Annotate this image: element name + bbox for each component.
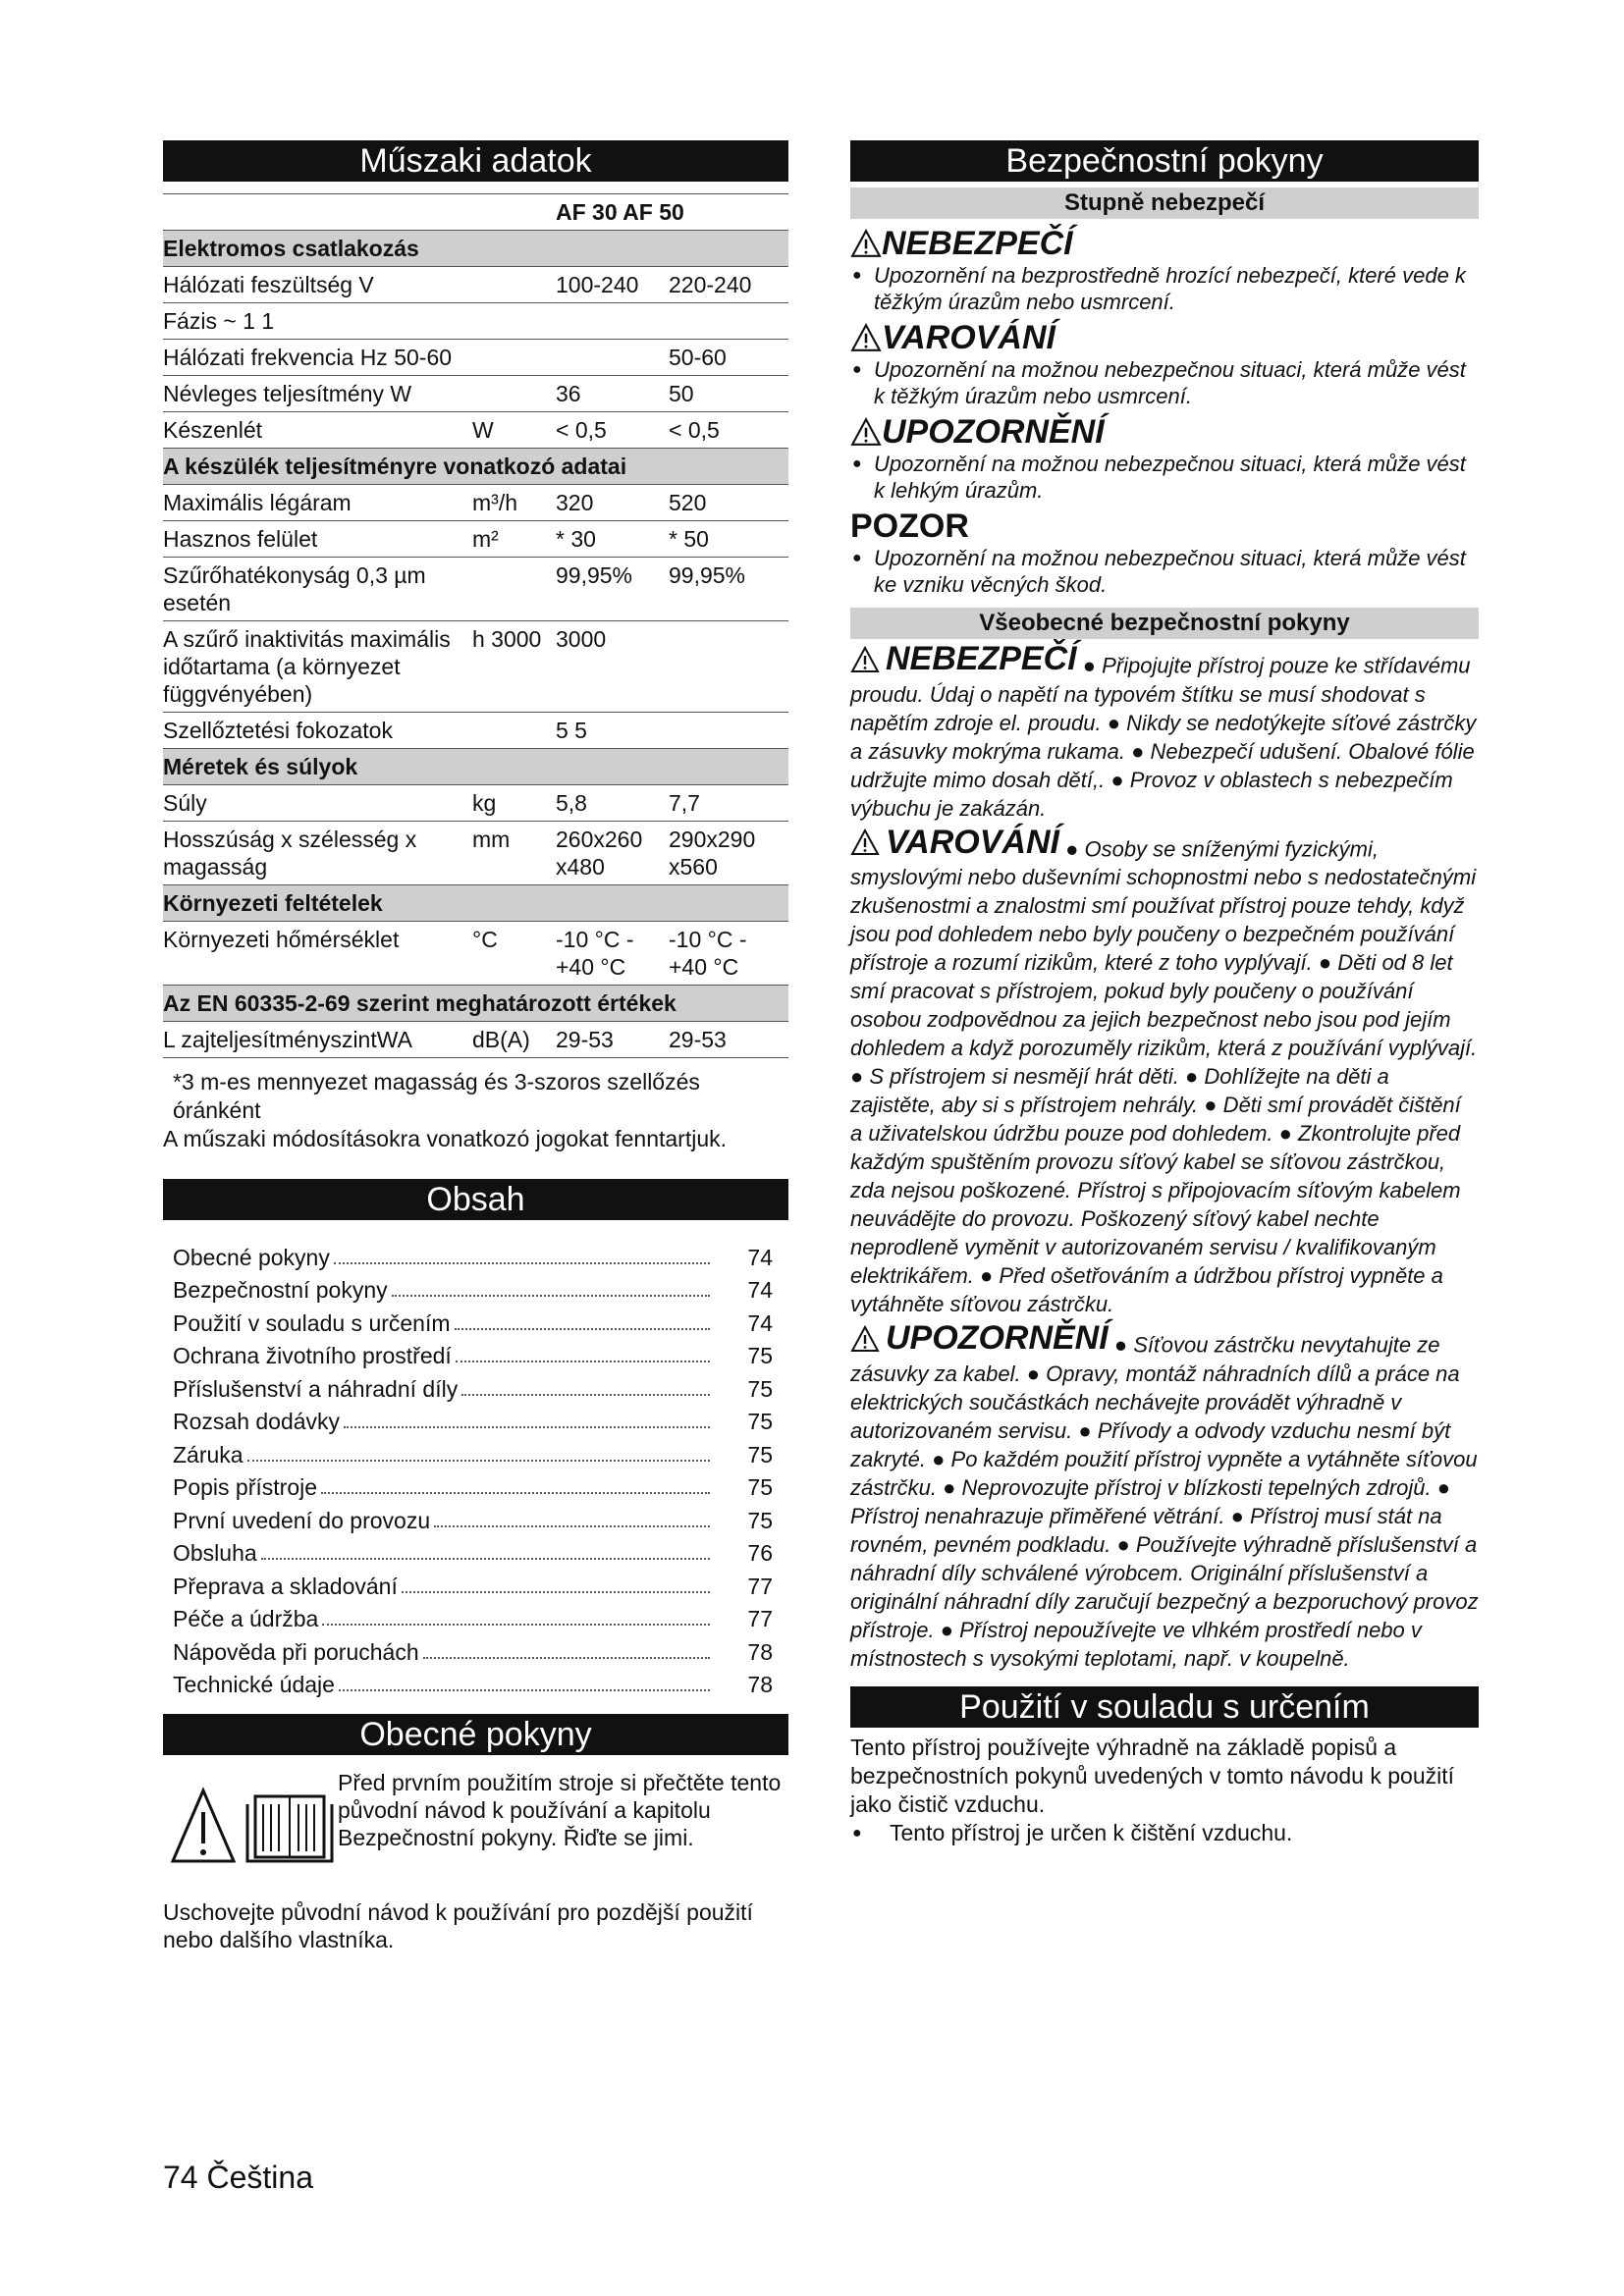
page-footer: 74 Čeština (163, 2160, 313, 2195)
table-row (163, 303, 788, 340)
table-row (163, 785, 788, 822)
toc-item-page: 75 (747, 1507, 773, 1533)
intended-use-text: Tento přístroj používejte výhradně na základě popisů a bezpečnostních pokynů uvedených v tomto návodu k použití jako čistič vzduchu. (850, 1734, 1455, 1817)
table-group-row (163, 449, 788, 485)
table-cell: 520 (669, 485, 788, 521)
table-cell: -10 °C - +40 °C (669, 922, 788, 986)
hazard-levels (850, 225, 1479, 598)
table-cell: Hálózati feszültség V (163, 267, 472, 303)
group-label: Elektromos csatlakozás (163, 231, 788, 267)
table-cell: Hálózati frekvencia Hz 50-60 (163, 340, 472, 376)
toc-item (163, 1403, 788, 1436)
safety-level-label: UPOZORNĚNÍ (886, 1319, 1109, 1357)
toc-leader-dots (344, 1426, 710, 1428)
table-cell: < 0,5 (556, 412, 669, 449)
toc-item-title: Ochrana životního prostředí (173, 1343, 452, 1368)
toc-leader-dots (455, 1328, 710, 1330)
table-group-row (163, 231, 788, 267)
toc-item-title: Příslušenství a náhradní díly (173, 1375, 459, 1402)
toc-item (163, 1369, 788, 1403)
safety-heading: Bezpečnostní pokyny (850, 140, 1479, 182)
toc-item (163, 1468, 788, 1502)
group-label: Méretek és súlyok (163, 749, 788, 785)
table-cell (556, 303, 669, 340)
table-cell: 3000 (556, 621, 669, 713)
toc-item-page: 74 (747, 1244, 773, 1270)
table-cell: 5 5 (556, 713, 669, 749)
table-cell: Szűrőhatékonyság 0,3 µm esetén (163, 558, 472, 621)
safety-paragraph (850, 1319, 1479, 1673)
general-safety-subheading: Všeobecné bezpečnostní pokyny (850, 608, 1479, 639)
toc-item-title: Nápověda při poruchách (173, 1638, 419, 1665)
table-cell: 50-60 (669, 340, 788, 376)
table-row (163, 621, 788, 713)
hazard-level-description: ● Upozornění na možnou nebezpečnou situaci, která může vést k lehkým úrazům. (850, 451, 1479, 504)
toc-item-page: 76 (747, 1540, 773, 1566)
toc-item-title: Technické údaje (173, 1672, 335, 1697)
hazard-level (850, 413, 1479, 504)
table-cell: Hosszúság x szélesség x magasság (163, 822, 472, 885)
table-cell: 5,8 (556, 785, 669, 822)
group-label: Környezeti feltételek (163, 885, 788, 922)
toc-item (163, 1567, 788, 1600)
toc-leader-dots (261, 1558, 710, 1560)
toc-item (163, 1501, 788, 1534)
table-cell (669, 713, 788, 749)
toc-leader-dots (402, 1591, 710, 1593)
toc-item-page: 78 (747, 1638, 773, 1665)
safety-paragraph (850, 640, 1479, 823)
toc-item-title: Popis přístroje (173, 1474, 318, 1500)
toc-leader-dots (423, 1657, 710, 1659)
toc-item-title: Obecné pokyny (173, 1244, 330, 1270)
table-cell: * 50 (669, 521, 788, 558)
table-cell: 29-53 (556, 1022, 669, 1058)
general-safety-blocks (850, 640, 1479, 1673)
toc-leader-dots (392, 1295, 710, 1297)
warning-triangle-icon (850, 646, 880, 673)
model-header-cell: AF 30 AF 50 (163, 194, 788, 231)
table-cell: < 0,5 (669, 412, 788, 449)
table-row (163, 340, 788, 376)
tech-data-heading: Műszaki adatok (163, 140, 788, 182)
table-cell: 36 (556, 376, 669, 412)
warning-manual-icon (169, 1787, 334, 1865)
left-column (163, 140, 788, 1953)
safety-paragraph-heading (850, 823, 1059, 861)
table-group-row (163, 986, 788, 1022)
hazard-level (850, 319, 1479, 409)
toc-item-page: 75 (747, 1441, 773, 1468)
table-cell (472, 340, 556, 376)
table-cell: Súly (163, 785, 472, 822)
toc-item (163, 1666, 788, 1699)
group-label: Az EN 60335-2-69 szerint meghatározott értékek (163, 986, 788, 1022)
hazard-level-description: ● Upozornění na možnou nebezpečnou situaci, která může vést ke vzniku věcných škod. (850, 545, 1479, 598)
toc-leader-dots (334, 1262, 710, 1264)
hazard-levels-subheading: Stupně nebezpečí (850, 187, 1479, 219)
table-row (163, 822, 788, 885)
toc-item-page: 75 (747, 1375, 773, 1402)
intended-use-heading: Použití v souladu s určením (850, 1686, 1479, 1728)
hazard-level-label: NEBEZPEČÍ (882, 225, 1073, 262)
hazard-level (850, 507, 1479, 598)
table-cell (472, 558, 556, 621)
table-cell: 99,95% (556, 558, 669, 621)
table-cell: kg (472, 785, 556, 822)
toc-item-page: 74 (747, 1309, 773, 1336)
table-cell: Fázis ~ 1 1 (163, 303, 472, 340)
general-notes-heading: Obecné pokyny (163, 1714, 788, 1755)
table-cell: Készenlét (163, 412, 472, 449)
table-cell: mm (472, 822, 556, 885)
table-row (163, 922, 788, 986)
toc-item (163, 1534, 788, 1568)
table-row (163, 713, 788, 749)
toc-item-title: Použití v souladu s určením (173, 1309, 451, 1336)
toc-item-title: Rozsah dodávky (173, 1409, 341, 1434)
warning-triangle-icon (850, 229, 882, 258)
toc-leader-dots (247, 1460, 710, 1462)
toc-item-page: 75 (747, 1409, 773, 1434)
safety-paragraph-text: ● Síťovou zástrčku nevytahujte ze zásuvky za kabel. ● Opravy, montáž náhradních dílů a práce na elektrických součástkách nechávejte provádět výhradně v autorizovaném servisu. ● Přívody a odvody vzduchu nesmí být zakryté. ● Po každém použití přístroj vypněte a vytáhněte síťovou zástrčku. ● Neprovozujte přístroj v blízkosti tepelných zdrojů. ● Přístroj nenahrazuje přiměřené větrání. ● Přístroj musí stát na rovném, pevném podkladu. ● Používejte výhradně příslušenství a náhradní díly schválené výrobcem. Originální příslušenství a originální náhradní díly zaručují bezpečný a bezporuchový provoz přístroje. ● Přístroj nepoužívejte ve vlhkém prostředí nebo v místnostech s vysokými teplotami, např. v koupelně. (850, 1332, 1479, 1671)
table-cell: 99,95% (669, 558, 788, 621)
toc-item-title: Péče a údržba (173, 1606, 319, 1631)
table-cell (472, 303, 556, 340)
safety-paragraph-text: ● Osoby se sníženými fyzickými, smyslovými nebo duševními schopnostmi nebo s nedostatečnými zkušenostmi a znalostmi smí používat přístroj pouze tehdy, když jsou pod dohledem nebo byly poučeny o bezpečném používání přístroje a rozumí rizikům, které z toho vyplývají. ● Děti od 8 let smí pracovat s přístrojem, pokud byly poučeny o používání osobou zodpovědnou za jejich bezpečnost nebo jsou pod jejím dohledem a když porozuměly rizikům, která z používání vyplývají. ● S přístrojem si nesmějí hrát děti. ● Dohlížejte na děti a zajistěte, aby si s přístrojem nehrály. ● Děti smí provádět čištění a uživatelskou údržbu pouze pod dohledem. ● Zkontrolujte před každým spuštěním provozu síťový kabel se síťovou zástrčkou, zda nejsou poškozené. Přístroj s připojovacím síťovým kabelem neuvádějte do provozu. Poškozený síťový kabel nechte neprodleně vyměnit v autorizovaném servisu / kvalifikovaným elektrikářem. ● Před ošetřováním a údržbou přístroj vypněte a vytáhněte síťovou zástrčku. (850, 836, 1478, 1316)
general-notes-paragraph: Uschovejte původní návod k používání pro pozdější použití nebo dalšího vlastníka. (163, 1899, 753, 1952)
toc-item-page: 75 (747, 1343, 773, 1368)
toc-item-page: 78 (747, 1672, 773, 1697)
table-cell: m² (472, 521, 556, 558)
table-cell: 50 (669, 376, 788, 412)
toc-item (163, 1632, 788, 1666)
table-cell: °C (472, 922, 556, 986)
table-cell: Környezeti hőmérséklet (163, 922, 472, 986)
contents-heading: Obsah (163, 1179, 788, 1220)
hazard-level-title (850, 507, 1479, 545)
table-group-row (163, 885, 788, 922)
footnote-rights: A műszaki módosításokra vonatkozó jogokat fenntartjuk. (163, 1126, 728, 1151)
general-notes-block (163, 1769, 788, 1896)
table-row (163, 558, 788, 621)
toc-item (163, 1271, 788, 1305)
table-row (163, 376, 788, 412)
table-cell: 100-240 (556, 267, 669, 303)
intended-use-bullet: ● Tento přístroj je určen k čištění vzduchu. (850, 1819, 1479, 1847)
hazard-level-title (850, 413, 1479, 451)
toc-item (163, 1238, 788, 1271)
safety-level-label: NEBEZPEČÍ (886, 640, 1077, 677)
toc-leader-dots (456, 1361, 710, 1362)
table-row (163, 1022, 788, 1058)
table-cell: 29-53 (669, 1022, 788, 1058)
table-cell: L zajteljesítményszintWA (163, 1022, 472, 1058)
toc-leader-dots (461, 1394, 710, 1396)
table-cell: 220-240 (669, 267, 788, 303)
group-label: A készülék teljesítményre vonatkozó adatai (163, 449, 788, 485)
toc-item (163, 1337, 788, 1370)
toc-item-title: Přeprava a skladování (173, 1573, 398, 1599)
toc-item (163, 1304, 788, 1337)
table-cell: dB(A) (472, 1022, 556, 1058)
tech-table-header (163, 194, 788, 231)
table-cell (669, 621, 788, 713)
tech-data-table (163, 193, 788, 1058)
table-cell (472, 713, 556, 749)
toc-item-page: 75 (747, 1474, 773, 1500)
safety-paragraph (850, 823, 1479, 1319)
toc-item-title: Bezpečnostní pokyny (173, 1277, 388, 1303)
table-cell: Névleges teljesítmény W (163, 376, 472, 412)
safety-level-label: VAROVÁNÍ (886, 823, 1059, 861)
table-of-contents (163, 1238, 788, 1698)
table-cell (472, 267, 556, 303)
toc-item (163, 1435, 788, 1468)
toc-item-page: 77 (747, 1606, 773, 1631)
warning-triangle-icon (850, 323, 882, 352)
right-column (850, 140, 1479, 1847)
toc-leader-dots (321, 1492, 710, 1494)
table-row (163, 412, 788, 449)
safety-paragraph-heading (850, 640, 1077, 677)
table-row (163, 485, 788, 521)
table-cell: 290x290 x560 (669, 822, 788, 885)
table-group-row (163, 749, 788, 785)
toc-item-title: První uvedení do provozu (173, 1507, 431, 1533)
toc-item-title: Obsluha (173, 1540, 257, 1566)
table-cell (556, 340, 669, 376)
table-row (163, 521, 788, 558)
table-cell: * 30 (556, 521, 669, 558)
table-cell: Maximális légáram (163, 485, 472, 521)
safety-paragraph-text: ● Připojujte přístroj pouze ke střídavému proudu. Údaj o napětí na typovém štítku se musí shodovat s napětím zdroje el. proudu. ● Nikdy se nedotýkejte síťové zástrčky a zásuvky mokrýma rukama. ● Nebezpečí udušení. Obalové fólie udržujte mimo dosah dětí,. ● Provoz v oblastech s nebezpečím výbuchu je zakázán. (850, 653, 1477, 821)
hazard-level-label: VAROVÁNÍ (882, 319, 1056, 356)
table-cell (472, 376, 556, 412)
toc-leader-dots (322, 1624, 710, 1626)
table-cell: -10 °C - +40 °C (556, 922, 669, 986)
hazard-level (850, 225, 1479, 315)
toc-item-page: 74 (747, 1277, 773, 1303)
toc-item-title: Záruka (173, 1441, 244, 1468)
warning-triangle-icon (850, 828, 880, 856)
table-cell: Hasznos felület (163, 521, 472, 558)
table-cell: Szellőztetési fokozatok (163, 713, 472, 749)
table-cell: 7,7 (669, 785, 788, 822)
toc-leader-dots (434, 1525, 710, 1527)
toc-item (163, 1600, 788, 1633)
safety-paragraph-heading (850, 1319, 1109, 1357)
hazard-level-description: ● Upozornění na bezprostředně hrozící nebezpečí, které vede k těžkým úrazům nebo usmrcení. (850, 262, 1479, 315)
table-cell: W (472, 412, 556, 449)
table-cell (669, 303, 788, 340)
warning-triangle-icon (850, 1325, 880, 1353)
table-cell: 320 (556, 485, 669, 521)
hazard-level-title (850, 319, 1479, 356)
general-notes-text: Před prvním použitím stroje si přečtěte tento původní návod k používání a kapitolu Bezpečnostní pokyny. Řiďte se jimi. (338, 1770, 782, 1850)
table-cell: h 3000 (472, 621, 556, 713)
table-cell: 260x260 x480 (556, 822, 669, 885)
table-cell: m³/h (472, 485, 556, 521)
table-cell: A szűrő inaktivitás maximális időtartama (a környezet függvényében) (163, 621, 472, 713)
hazard-level-description: ● Upozornění na možnou nebezpečnou situaci, která může vést k těžkým úrazům nebo usmrcení. (850, 356, 1479, 409)
footnote-ceiling: *3 m-es mennyezet magasság és 3-szoros szellőzés óránként (173, 1069, 700, 1123)
hazard-level-title (850, 225, 1479, 262)
hazard-level-label: POZOR (850, 507, 969, 545)
hazard-level-label: UPOZORNĚNÍ (882, 413, 1105, 451)
toc-leader-dots (339, 1689, 710, 1691)
toc-item-page: 77 (747, 1573, 773, 1599)
warning-triangle-icon (850, 417, 882, 447)
table-row (163, 267, 788, 303)
